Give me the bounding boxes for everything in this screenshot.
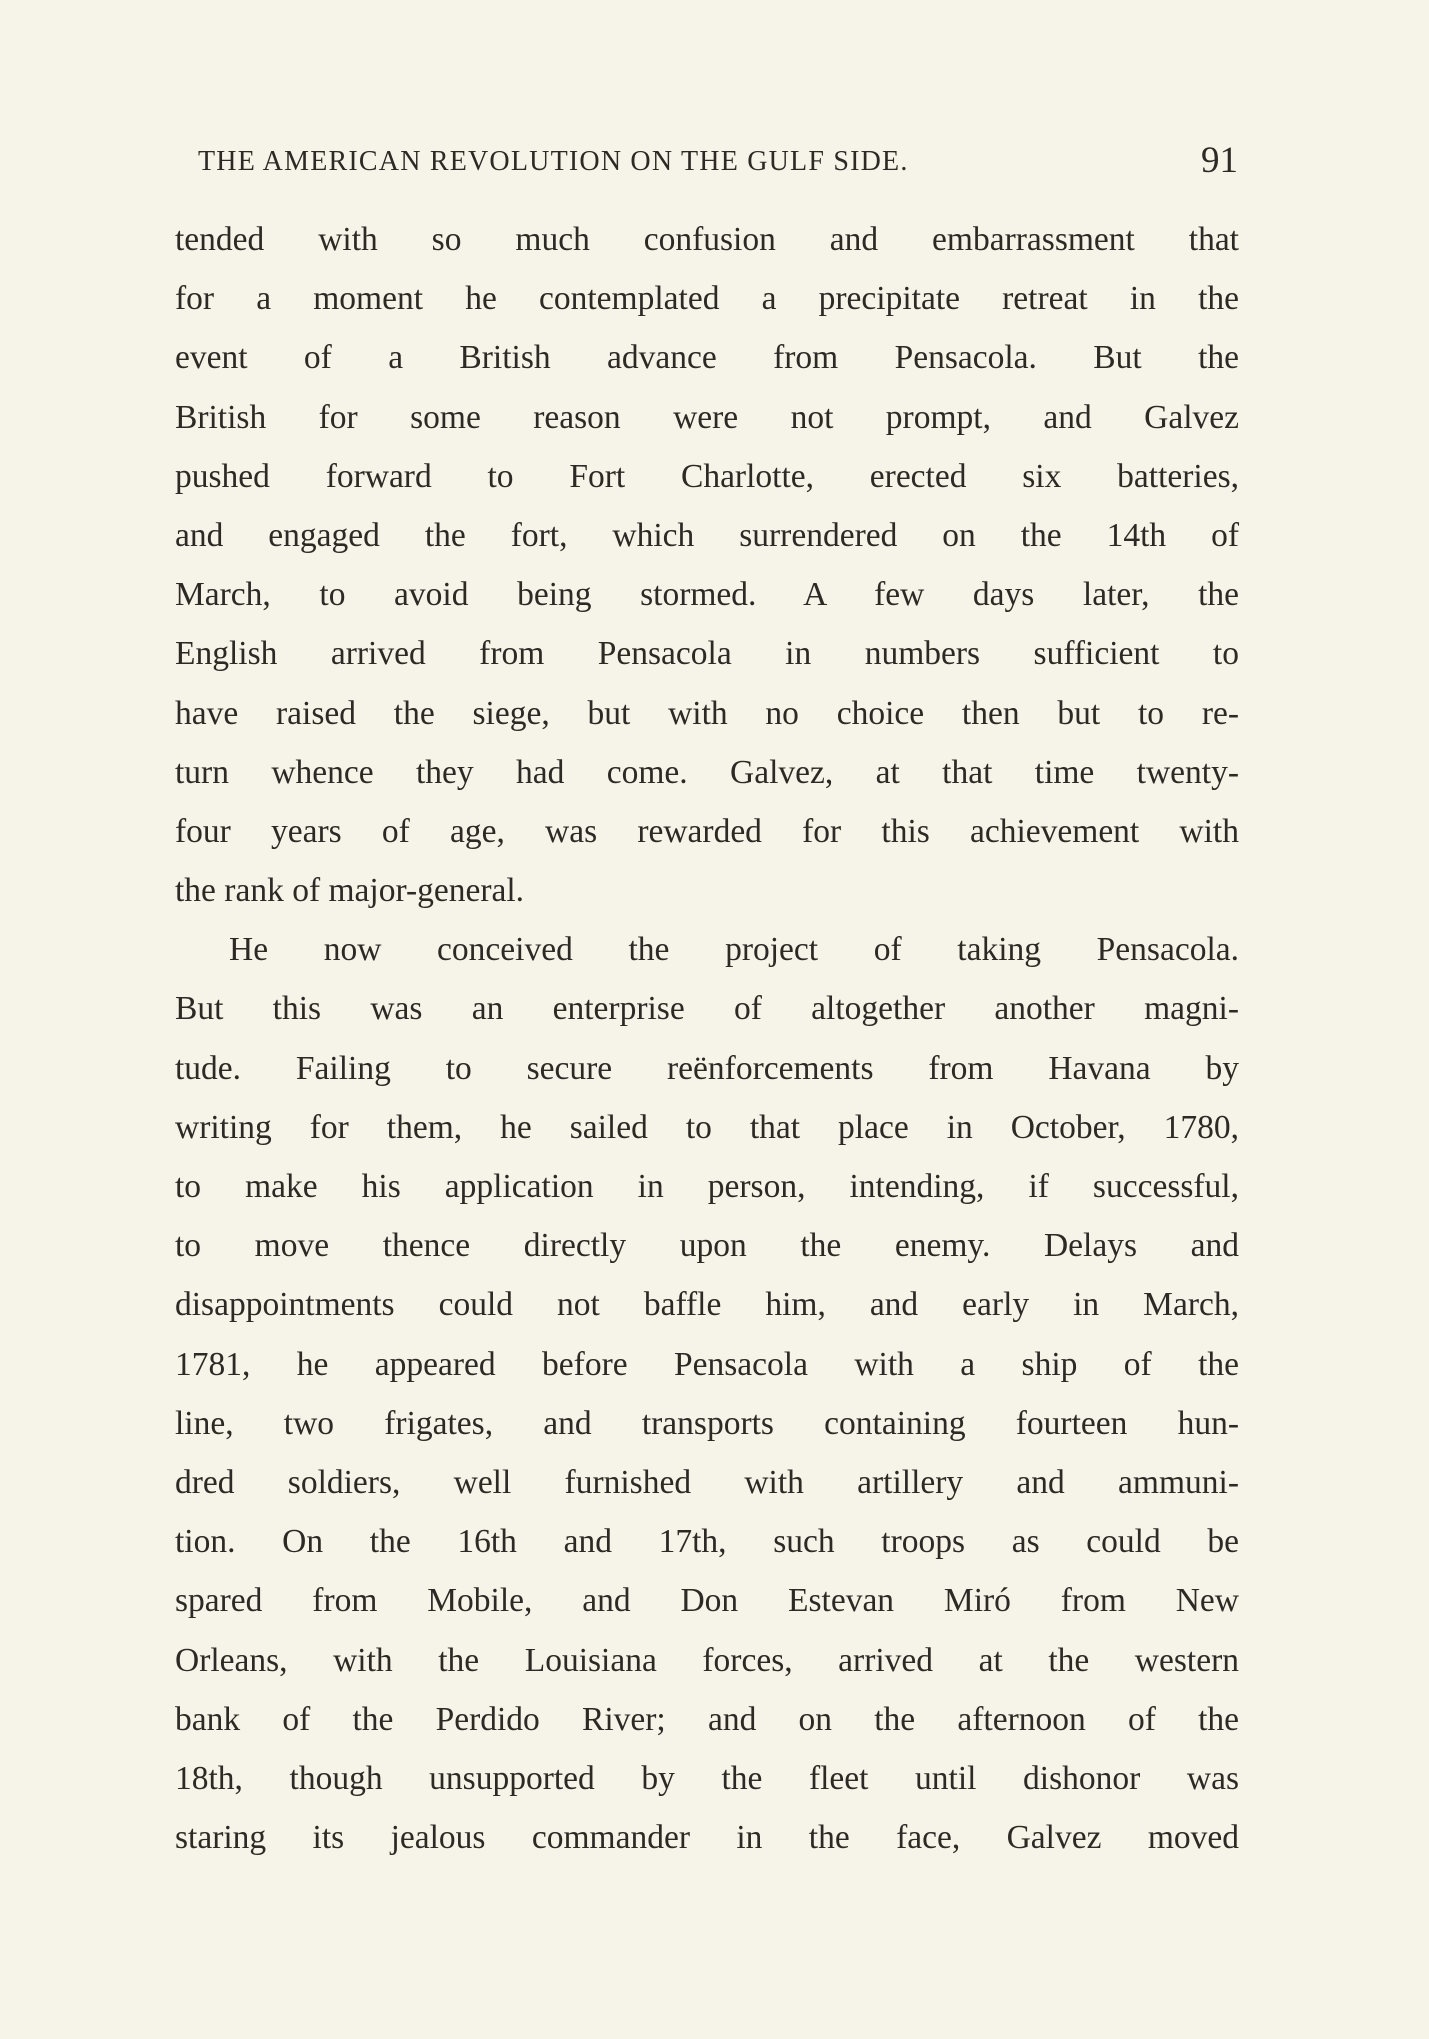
running-title: THE AMERICAN REVOLUTION ON THE GULF SIDE.: [198, 146, 909, 177]
text-line: But this was an enterprise of altogether another magni-: [175, 990, 1239, 1028]
page-number: 91: [1201, 140, 1238, 181]
body-text: [175, 210, 1239, 1867]
running-head: [198, 140, 1238, 184]
text-line: bank of the Perdido River; and on the afternoon of the: [175, 1700, 1239, 1738]
text-line: tude. Failing to secure reënforcements from Havana by: [175, 1049, 1239, 1087]
text-line: English arrived from Pensacola in numbers sufficient to: [175, 635, 1239, 673]
text-line: writing for them, he sailed to that place in October, 1780,: [175, 1108, 1239, 1146]
text-line: tended with so much confusion and embarrassment that: [175, 221, 1239, 258]
paragraph-end-line: the rank of major-general.: [175, 872, 525, 910]
text-line: spared from Mobile, and Don Estevan Miró from New: [175, 1582, 1239, 1620]
text-line: Orleans, with the Louisiana forces, arrived at the western: [175, 1641, 1239, 1679]
text-line: and engaged the fort, which surrendered on the 14th of: [175, 516, 1239, 554]
text-line: four years of age, was rewarded for this achievement with: [175, 812, 1239, 850]
text-line: British for some reason were not prompt, and Galvez: [175, 398, 1239, 436]
text-line: have raised the siege, but with no choice then but to re-: [175, 694, 1239, 732]
text-line: pushed forward to Fort Charlotte, erected six batteries,: [175, 457, 1239, 495]
text-line: staring its jealous commander in the face, Galvez moved: [175, 1819, 1239, 1857]
text-line: March, to avoid being stormed. A few days later, the: [175, 576, 1239, 614]
text-line: to make his application in person, intending, if successful,: [175, 1168, 1239, 1205]
text-line: for a moment he contemplated a precipitate retreat in the: [175, 280, 1239, 318]
text-line: line, two frigates, and transports containing fourteen hun-: [175, 1404, 1239, 1442]
text-line: to move thence directly upon the enemy. Delays and: [175, 1227, 1239, 1265]
text-line: disappointments could not baffle him, and early in March,: [175, 1286, 1239, 1324]
text-line: tion. On the 16th and 17th, such troops as could be: [175, 1523, 1239, 1561]
paragraph-start-line: He now conceived the project of taking Pensacola.: [229, 931, 1239, 969]
text-line: dred soldiers, well furnished with artillery and ammuni-: [175, 1463, 1239, 1501]
text-line: 1781, he appeared before Pensacola with a ship of the: [175, 1345, 1239, 1383]
text-line: event of a British advance from Pensacola. But the: [175, 339, 1239, 377]
text-line: turn whence they had come. Galvez, at that time twenty-: [175, 753, 1239, 791]
text-line: 18th, though unsupported by the fleet until dishonor was: [175, 1759, 1239, 1797]
